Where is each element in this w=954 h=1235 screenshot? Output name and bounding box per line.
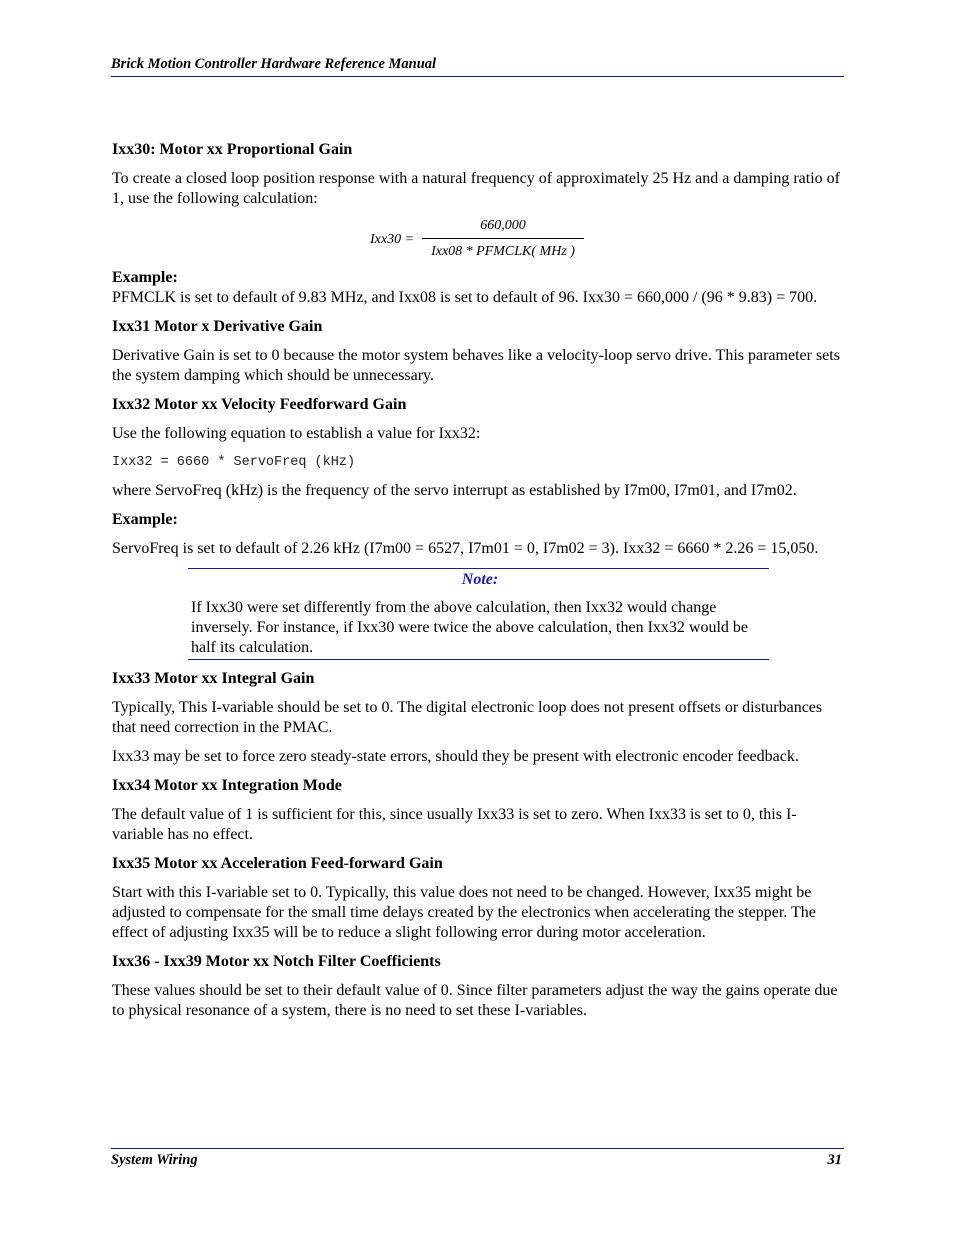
formula-numerator: 660,000 [422,216,584,239]
ixx32-code: Ixx32 = 6660 * ServoFreq (kHz) [112,455,356,470]
ixx34-heading: Ixx34 Motor xx Integration Mode [112,777,342,794]
example-label: Example: [112,511,178,528]
page-header [111,56,844,77]
ixx33-text-1: Typically, This I-variable should be set to 0. The digital electronic loop does not present offsets or disturbances that need correction in the PMAC. [112,699,823,736]
ixx32-example-text: ServoFreq is set to default of 2.26 kHz (I7m00 = 6527, I7m01 = 0, I7m02 = 3). Ixx32 = 6660 * 2.26 = 15,050. [112,540,819,557]
ixx30-intro: To create a closed loop position response with a natural frequency of approximately 25 Hz and a damping ratio of 1, use the following calculation: [112,170,840,207]
header-title: Brick Motion Controller Hardware Reference Manual [111,56,437,72]
ixx31-heading: Ixx31 Motor x Derivative Gain [112,318,323,335]
ixx36-heading: Ixx36 - Ixx39 Motor xx Notch Filter Coefficients [112,953,441,970]
example-text: PFMCLK is set to default of 9.83 MHz, and Ixx08 is set to default of 96. Ixx30 = 660,000 / (96 * 9.83) = 700. [112,289,818,306]
ixx32-where: where ServoFreq (kHz) is the frequency of the servo interrupt as established by I7m00, I7m01, and I7m02. [112,482,797,499]
ixx32-heading: Ixx32 Motor xx Velocity Feedforward Gain [112,396,407,413]
ixx30-formula [112,218,844,262]
note-title: Note: [461,571,499,588]
page-footer [111,1148,844,1168]
ixx30-example [112,268,844,308]
page-number: 31 [827,1152,842,1168]
ixx33-text-2: Ixx33 may be set to force zero steady-state errors, should they be present with electronic encoder feedback. [112,748,799,765]
example-label: Example: [112,269,178,286]
ixx34-text: The default value of 1 is sufficient for this, since usually Ixx33 is set to zero. When Ixx33 is set to 0, this I-variable has no effect. [112,806,797,843]
footer-section: System Wiring [111,1152,198,1168]
page-content [112,140,844,1030]
formula-lhs: Ixx30 = [370,232,415,247]
ixx31-text: Derivative Gain is set to 0 because the motor system behaves like a velocity-loop servo drive. This parameter sets the system damping which should be unnecessary. [112,347,840,384]
note-text: If Ixx30 were set differently from the above calculation, then Ixx32 would change inversely. For instance, if Ixx30 were twice the above calculation, then Ixx32 would be half its calculation. [191,599,749,656]
ixx36-text: These values should be set to their default value of 0. Since filter parameters adjust the way the gains operate due to physical resonance of a system, there is no need to set these I-variables. [112,982,838,1019]
ixx32-intro: Use the following equation to establish a value for Ixx32: [112,425,481,442]
ixx35-text: Start with this I-variable set to 0. Typically, this value does not need to be changed. However, Ixx35 might be adjusted to compensate for the small time delays created by the electronics when accelerating the stepper. The effect of adjusting Ixx35 will be to reduce a slight following error during motor acceleration. [112,884,816,941]
note-box [188,568,769,660]
ixx33-heading: Ixx33 Motor xx Integral Gain [112,670,315,687]
formula-denominator: Ixx08 * PFMCLK( MHz ) [431,244,575,259]
ixx30-heading: Ixx30: Motor xx Proportional Gain [112,141,353,158]
ixx35-heading: Ixx35 Motor xx Acceleration Feed-forward Gain [112,855,443,872]
